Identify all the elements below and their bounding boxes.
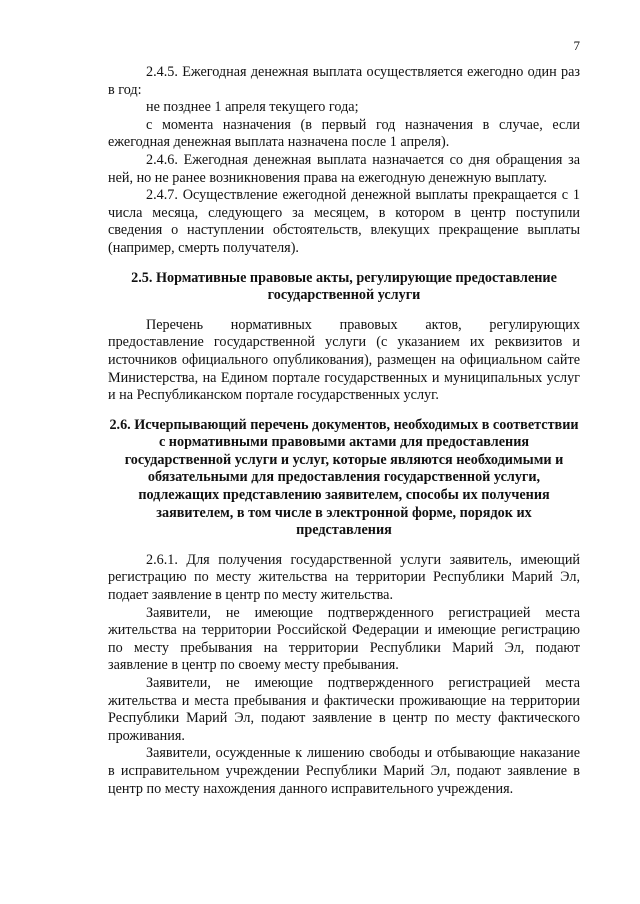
- paragraph-from-assignment: с момента назначения (в первый год назначения в случае, если ежегодная денежная выплата назначена после 1 апреля).: [108, 116, 580, 151]
- paragraph-2-4-7: 2.4.7. Осуществление ежегодной денежной выплаты прекращается с 1 числа месяца, следующего за месяцем, в котором в центр поступили сведения о наступлении обстоятельств, влекущих прекращение выплаты (например, смерть получателя).: [108, 187, 580, 256]
- paragraph-stay-registration: Заявители, не имеющие подтвержденного регистрацией места жительства на территории Российской Федерации и имеющие регистрацию по месту пребывания на территории Республики Марий Эл, подают заявление в центр по своему месту пребывания.: [108, 604, 580, 674]
- paragraph-2-6-1: 2.6.1. Для получения государственной услуги заявитель, имеющий регистрацию по месту жительства на территории Республики Марий Эл, подает заявление в центр по месту жительства.: [108, 551, 580, 604]
- page-content: [108, 64, 580, 798]
- paragraph-2-4-5: 2.4.5. Ежегодная денежная выплата осуществляется ежегодно один раз в год:: [108, 64, 580, 98]
- paragraph-2-5-text: Перечень нормативных правовых актов, регулирующих предоставление государственной услуги (с указанием их реквизитов и источников официального опубликования), размещен на официальном сайте Министерства, на Едином портале государственных и муниципальных услуг и на Республиканском портале государственных услуг.: [108, 316, 580, 404]
- paragraph-deadline: не позднее 1 апреля текущего года;: [146, 99, 359, 116]
- section-heading-2-5: 2.5. Нормативные правовые акты, регулирующие предоставление государственной услуги: [131, 269, 557, 304]
- paragraph-convicted: Заявители, осужденные к лишению свободы и отбывающие наказание в исправительном учреждении Республики Марий Эл, подают заявление в центр по месту нахождения данного исправительного учреждения.: [108, 745, 580, 797]
- section-heading-2-6: 2.6. Исчерпывающий перечень документов, необходимых в соответствии с нормативными правовыми актами для предоставления государственной услуги и услуг, которые являются необходимыми и обязательными для предоставления государственной услуги, подлежащих представлению заявителем, способы их получения заявителем, в том числе в электронной форме, порядок их представления: [109, 416, 579, 539]
- paragraph-2-4-6: 2.4.6. Ежегодная денежная выплата назначается со дня обращения за ней, но не ранее возникновения права на ежегодную денежную выплату.: [108, 151, 580, 186]
- paragraph-actual-residence: Заявители, не имеющие подтвержденного регистрацией места жительства и места пребывания и фактически проживающие на территории Республики Марий Эл, подают заявление в центр по месту фактического проживания.: [108, 675, 580, 744]
- page-number: 7: [573, 38, 580, 53]
